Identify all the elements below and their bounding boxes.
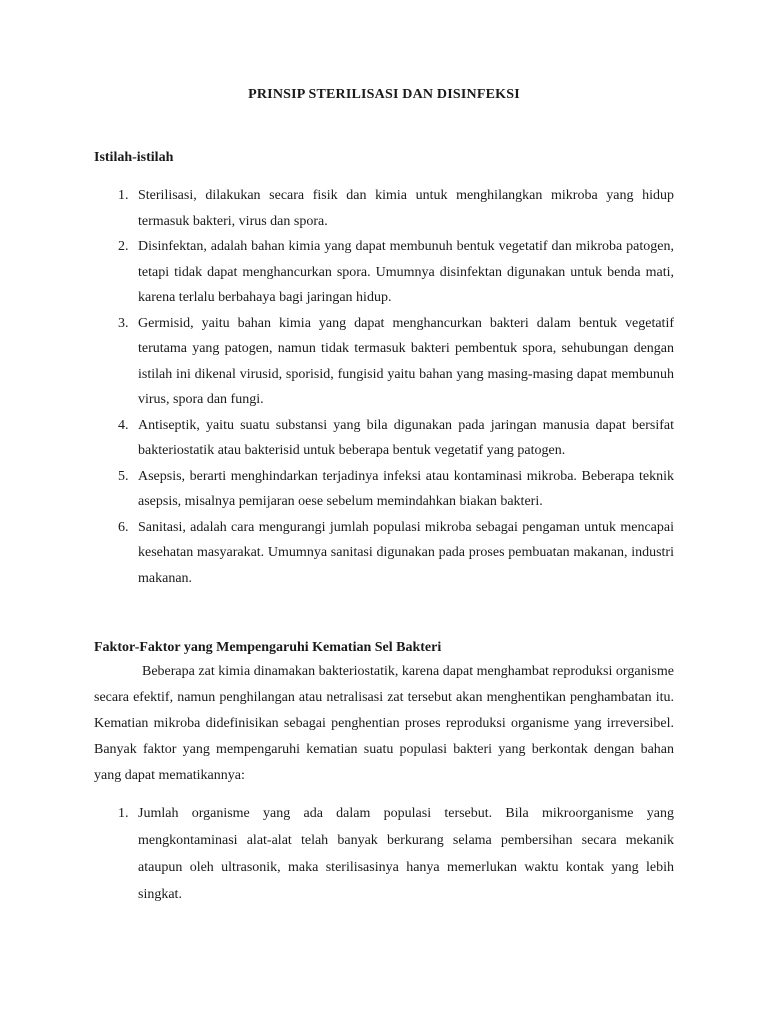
- list-item-number: 1.: [118, 806, 129, 821]
- document-title: PRINSIP STERILISASI DAN DISINFEKSI: [248, 87, 520, 102]
- section-paragraph: Beberapa zat kimia dinamakan bakteriostatik, karena dapat menghambat reproduksi organisme secara efektif, namun penghilangan atau netralisasi zat tersebut akan menghentikan penghambatan itu. Kematian mikroba didefinisikan sebagai penghentian proses reproduksi organisme yang irreversibel. Banyak faktor yang mempengaruhi kematian suatu populasi bakteri yang berkontak dengan bahan yang dapat mematikannya:: [94, 664, 674, 783]
- list-item: [94, 800, 674, 908]
- list-item-text: Sanitasi, adalah cara mengurangi jumlah populasi mikroba sebagai pengaman untuk mencapai kesehatan masyarakat. Umumnya sanitasi digunakan pada proses pembuatan makanan, industri makanan.: [138, 519, 674, 586]
- list-item-number: 5.: [118, 468, 129, 484]
- list-item-number: 6.: [118, 519, 129, 535]
- list-item: [94, 234, 674, 311]
- list-item-text: Germisid, yaitu bahan kimia yang dapat menghancurkan bakteri dalam bentuk vegetatif terutama yang patogen, namun tidak termasuk bakteri pembentuk spora, sehubungan dengan istilah ini dikenal virusid, sporisid, fungisid yaitu bahan yang masing-masing dapat membunuh virus, spora dan fungi.: [138, 315, 674, 407]
- list-item-number: 2.: [118, 239, 129, 254]
- factors-list: [94, 800, 674, 908]
- list-item-number: 3.: [118, 315, 129, 331]
- list-item-text: Asepsis, berarti menghindarkan terjadinya infeksi atau kontaminasi mikroba. Beberapa teknik asepsis, misalnya pemijaran oese sebelum memindahkan biakan bakteri.: [138, 468, 674, 509]
- list-item-text: Disinfektan, adalah bahan kimia yang dapat membunuh bentuk vegetatif dan mikroba patogen, tetapi tidak dapat menghancurkan spora. Umumnya disinfektan digunakan untuk benda mati, karena terlalu berbahaya bagi jaringan hidup.: [138, 239, 674, 305]
- list-item-text: Sterilisasi, dilakukan secara fisik dan kimia untuk menghilangkan mikroba yang hidup termasuk bakteri, virus dan spora.: [138, 188, 674, 229]
- list-item: [94, 413, 674, 464]
- list-item: [94, 311, 674, 413]
- list-item-number: 1.: [118, 188, 129, 203]
- list-item-number: 4.: [118, 417, 129, 433]
- terms-list: [94, 183, 674, 591]
- section-heading-faktor: Faktor-Faktor yang Mempengaruhi Kematian Sel Bakteri: [94, 640, 442, 655]
- list-item-text: Jumlah organisme yang ada dalam populasi tersebut. Bila mikroorganisme yang mengkontaminasi alat-alat telah banyak berkurang selama pembersihan secara mekanik ataupun oleh ultrasonik, maka sterilisasinya hanya memerlukan waktu kontak yang lebih singkat.: [138, 806, 674, 902]
- list-item: [94, 515, 674, 592]
- list-item: [94, 464, 674, 515]
- list-item-text: Antiseptik, yaitu suatu substansi yang bila digunakan pada jaringan manusia dapat bersifat bakteriostatik atau bakterisid untuk beberapa bentuk vegetatif yang patogen.: [138, 417, 674, 458]
- list-item: [94, 183, 674, 234]
- section-heading-istilah: Istilah-istilah: [94, 150, 174, 165]
